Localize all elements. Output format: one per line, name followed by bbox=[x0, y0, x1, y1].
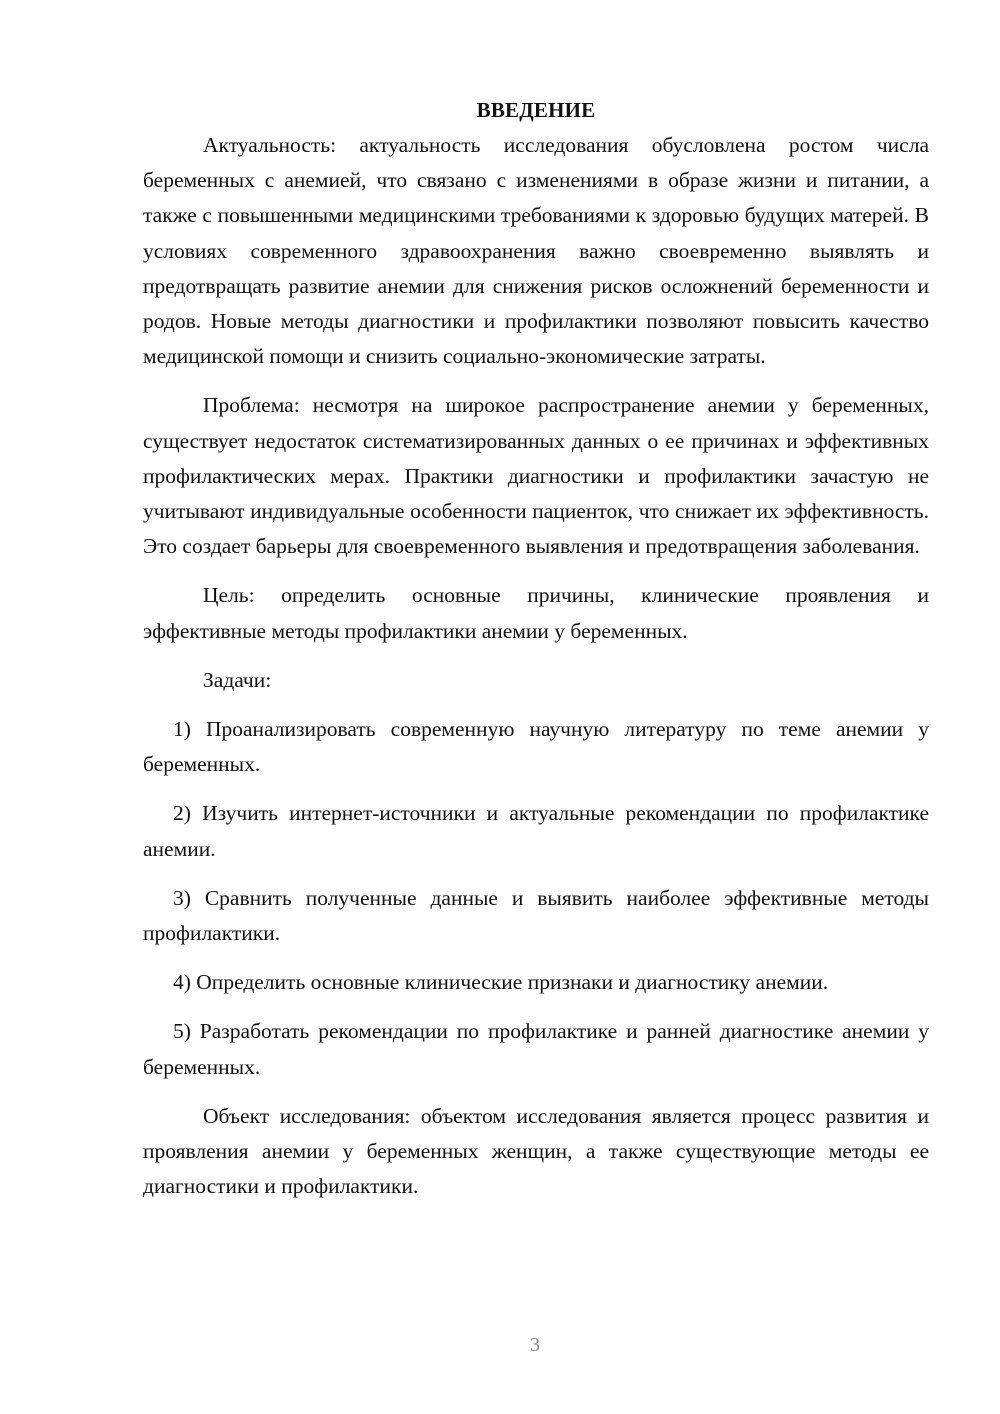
paragraph-object: Объект исследования: объектом исследования является процесс развития и проявления анемии у беременных женщин, а также существующие методы ее диагностики и профилактики. bbox=[143, 1103, 929, 1199]
tasks-label: Задачи: bbox=[203, 667, 272, 692]
task-item-3: 3) Сравнить полученные данные и выявить наиболее эффективные методы профилактики. bbox=[143, 885, 929, 946]
task-item-5: 5) Разработать рекомендации по профилактике и ранней диагностике анемии у беременных. bbox=[143, 1019, 929, 1079]
task-item-2: 2) Изучить интернет-источники и актуальные рекомендации по профилактике анемии. bbox=[143, 801, 929, 861]
paragraph-problem: Проблема: несмотря на широкое распространение анемии у беременных, существует недостаток систематизированных данных о ее причинах и эффективных профилактических мерах. Практики диагностики и профилактики зачастую не учитывают индивидуальные особенности пациенток, что снижает их эффективность. Это создает барьеры для своевременного выявления и предотвращения заболевания. bbox=[143, 393, 929, 559]
task-item-1: 1) Проанализировать современную научную литературу по теме анемии у беременных. bbox=[143, 717, 929, 777]
task-item-4: 4) Определить основные клинические признаки и диагностику анемии. bbox=[173, 970, 829, 995]
page-content bbox=[143, 92, 929, 1204]
paragraph-relevance: Актуальность: актуальность исследования обусловлена ростом числа беременных с анемией, что связано с изменениями в образе жизни и питании, а также с повышенными медицинскими требованиями к здоровью будущих матерей. В условиях современного здравоохранения важно своевременно выявлять и предотвращать развитие анемии для снижения рисков осложнений беременности и родов. Новые методы диагностики и профилактики позволяют повысить качество медицинской помощи и снизить социально-экономические затраты. bbox=[143, 133, 929, 369]
paragraph-goal: Цель: определить основные причины, клинические проявления и эффективные методы профилактики анемии у беременных. bbox=[143, 583, 929, 643]
page-number: 3 bbox=[530, 1334, 540, 1356]
section-heading: ВВЕДЕНИЕ bbox=[476, 98, 596, 122]
